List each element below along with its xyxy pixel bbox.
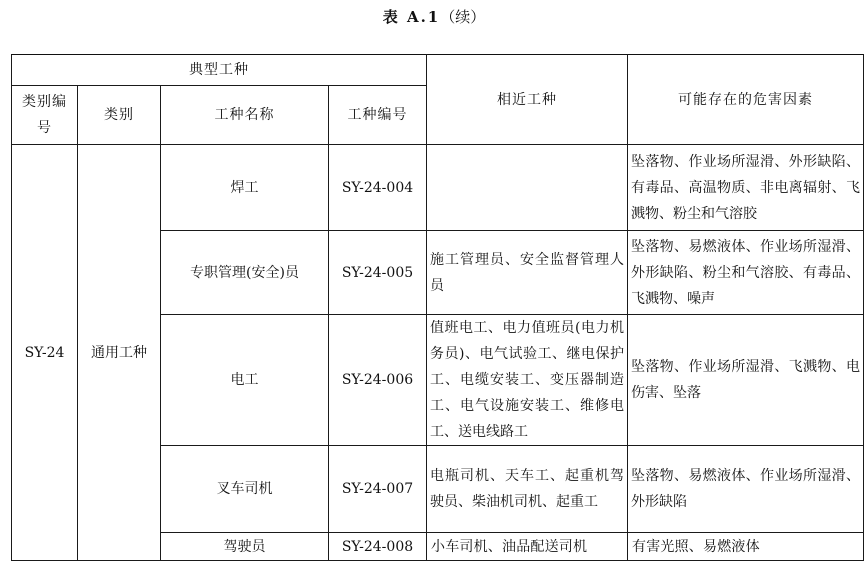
group-category-number: SY-24	[12, 145, 78, 561]
header-category-number: 类别编号	[12, 86, 78, 145]
header-row-1	[12, 55, 864, 86]
header-typical-occupation: 典型工种	[12, 55, 427, 86]
job-name-cell: 叉车司机	[161, 446, 329, 533]
header-similar-occupations: 相近工种	[427, 55, 628, 145]
job-name-cell: 驾驶员	[161, 533, 329, 561]
hazards-cell: 坠落物、易燃液体、作业场所湿滑、外形缺陷	[628, 446, 864, 533]
hazards-cell: 有害光照、易燃液体	[628, 533, 864, 561]
table-row	[12, 145, 864, 231]
occupation-hazard-table	[11, 54, 864, 561]
header-hazard-factors: 可能存在的危害因素	[628, 55, 864, 145]
job-name-cell: 电工	[161, 315, 329, 446]
job-number-cell: SY-24-005	[329, 231, 427, 315]
job-number-cell: SY-24-007	[329, 446, 427, 533]
table-title	[0, 6, 868, 28]
hazards-cell: 坠落物、作业场所湿滑、飞溅物、电伤害、坠落	[628, 315, 864, 446]
header-job-number: 工种编号	[329, 86, 427, 145]
job-number-cell: SY-24-008	[329, 533, 427, 561]
header-category: 类别	[78, 86, 161, 145]
group-category: 通用工种	[78, 145, 161, 561]
similar-occupations-cell: 电瓶司机、天车工、起重机驾驶员、柴油机司机、起重工	[427, 446, 628, 533]
header-job-name: 工种名称	[161, 86, 329, 145]
similar-occupations-cell: 值班电工、电力值班员(电力机务员)、电气试验工、继电保护工、电缆安装工、变压器制造工、电气设施安装工、维修电工、送电线路工	[427, 315, 628, 446]
table-title-label: 表 A.1	[382, 8, 441, 26]
table-title-suffix: （续）	[440, 8, 486, 26]
job-name-cell: 焊工	[161, 145, 329, 231]
hazards-cell: 坠落物、作业场所湿滑、外形缺陷、有毒品、高温物质、非电离辐射、飞溅物、粉尘和气溶胶	[628, 145, 864, 231]
hazards-cell: 坠落物、易燃液体、作业场所湿滑、外形缺陷、粉尘和气溶胶、有毒品、飞溅物、噪声	[628, 231, 864, 315]
similar-occupations-cell: 施工管理员、安全监督管理人员	[427, 231, 628, 315]
job-number-cell: SY-24-006	[329, 315, 427, 446]
similar-occupations-cell: 小车司机、油品配送司机	[427, 533, 628, 561]
similar-occupations-cell	[427, 145, 628, 231]
job-name-cell: 专职管理(安全)员	[161, 231, 329, 315]
job-number-cell: SY-24-004	[329, 145, 427, 231]
